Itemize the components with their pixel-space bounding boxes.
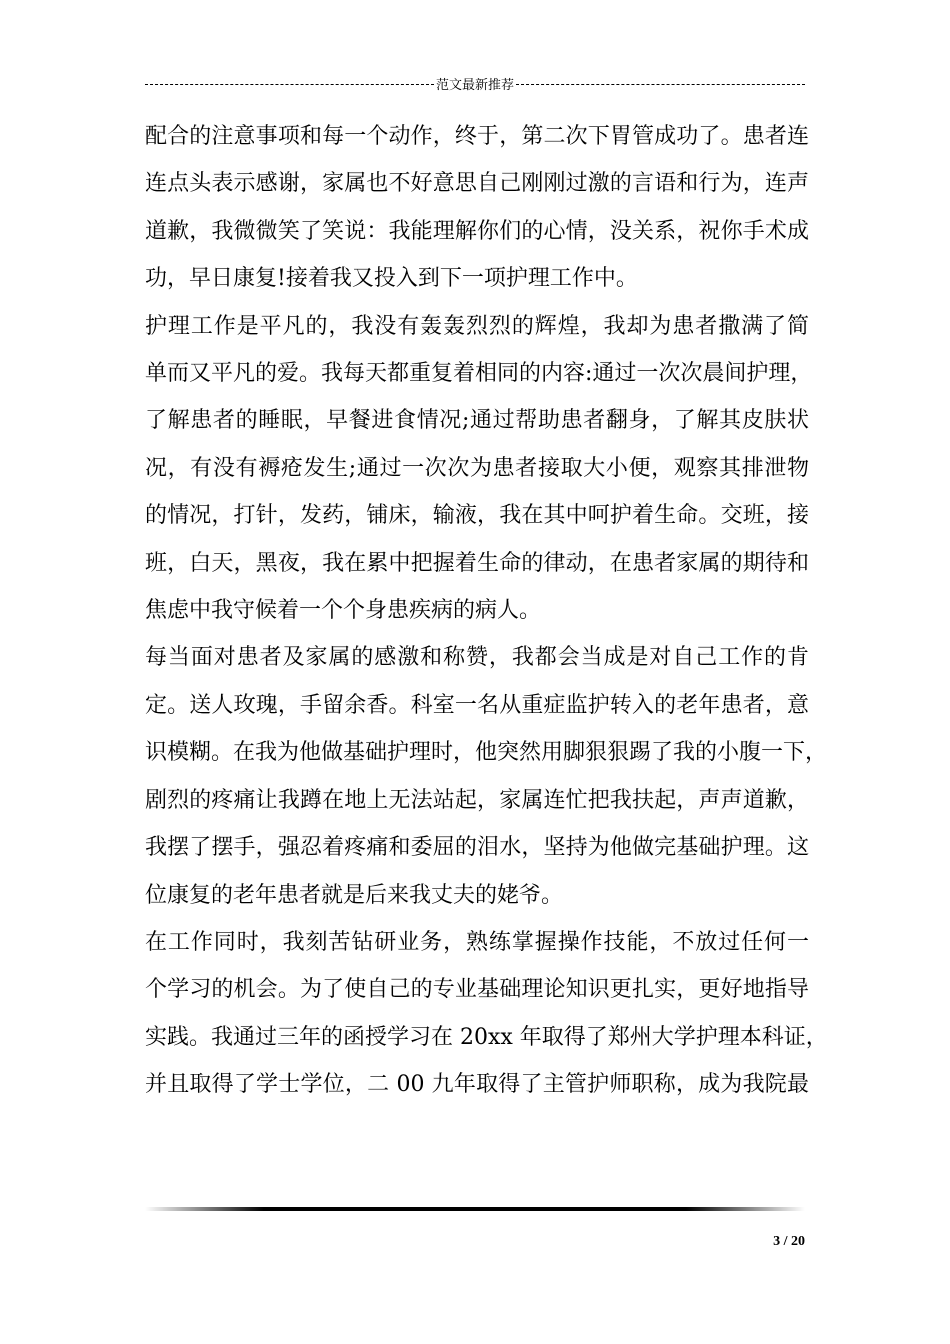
text-line: 在工作同时，我刻苦钻研业务，熟练掌握操作技能，不放过任何一 [145,929,809,955]
text-line: 配合的注意事项和每一个动作，终于，第二次下胃管成功了。患者连 [145,124,809,149]
text-line: 道歉，我微微笑了笑说：我能理解你们的心情，没关系，祝你手术成 [145,218,809,244]
page-header [145,74,805,92]
body-text [145,113,828,1109]
text-line: 实践。我通过三年的函授学习在 20xx 年取得了郑州大学护理本科证， [145,1024,828,1050]
text-line: 焦虑中我守候着一个个身患疾病的病人。 [145,598,542,624]
header-dash-left [145,84,434,85]
paragraph [145,303,813,635]
text-line: 每当面对患者及家属的感激和称赞，我都会当成是对自己工作的肯 [145,645,809,671]
text-line: 况，有没有褥疮发生;通过一次次为患者接取大小便，观察其排泄物 [145,455,809,481]
text-line: 并且取得了学士学位，二 00 九年取得了主管护师职称，成为我院最 [145,1072,809,1098]
text-line: 单而又平凡的爱。我每天都重复着相同的内容:通过一次次晨间护理， [145,361,813,387]
paragraph [145,113,809,303]
text-line: 连点头表示感谢，家属也不好意思自己刚刚过激的言语和行为，连声 [145,171,809,197]
paragraph [145,919,828,1109]
page-number: 3 / 20 [773,1234,805,1249]
text-line: 剧烈的疼痛让我蹲在地上无法站起，家属连忙把我扶起，声声道歉， [145,787,809,813]
text-line: 定。送人玫瑰，手留余香。科室一名从重症监护转入的老年患者，意 [145,692,809,718]
text-line: 的情况，打针，发药，铺床，输液，我在其中呵护着生命。交班，接 [145,503,809,529]
paragraph [145,634,828,918]
text-line: 护理工作是平凡的，我没有轰轰烈烈的辉煌，我却为患者撒满了简 [145,313,809,339]
text-line: 了解患者的睡眠，早餐进食情况;通过帮助患者翻身，了解其皮肤状 [145,408,809,434]
text-line: 班，白天，黑夜，我在累中把握着生命的律动，在患者家属的期待和 [145,550,809,576]
text-line: 识模糊。在我为他做基础护理时，他突然用脚狠狠踢了我的小腹一下， [145,740,828,766]
text-line: 位康复的老年患者就是后来我丈夫的姥爷。 [145,882,564,908]
text-line: 我摆了摆手，强忍着疼痛和委屈的泪水，坚持为他做完基础护理。这 [145,835,809,861]
text-line: 功，早日康复!接着我又投入到下一项护理工作中。 [145,266,638,292]
text-line: 个学习的机会。为了使自己的专业基础理论知识更扎实，更好地指导 [145,977,809,1003]
footer-rule [145,1207,805,1211]
header-dash-right [516,84,805,85]
header-label: 范文最新推荐 [436,77,515,93]
